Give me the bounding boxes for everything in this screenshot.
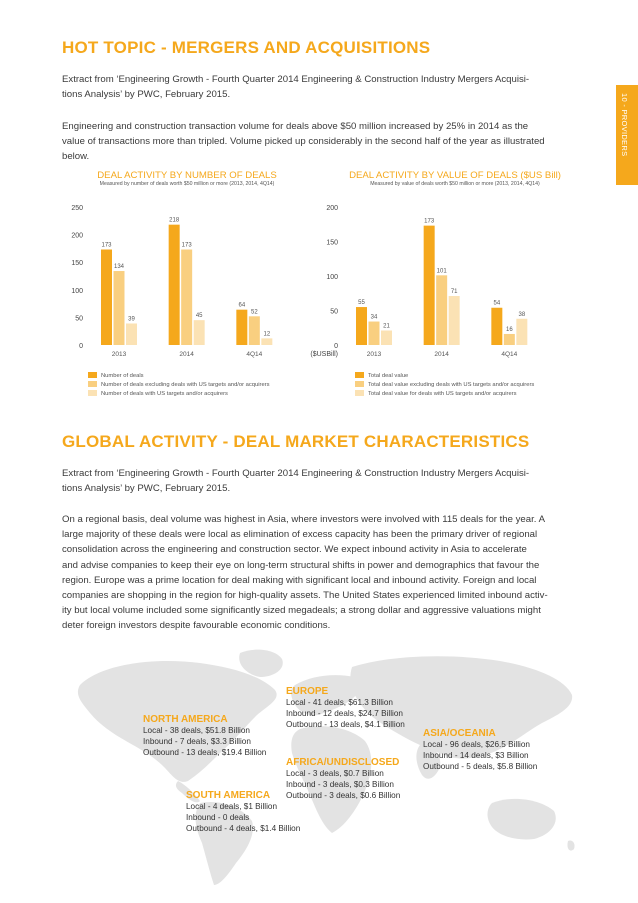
x-tick-label: 2013 [366, 351, 382, 358]
legend-item [355, 381, 534, 390]
bar-value-label: 34 [370, 314, 378, 321]
region-asia-oceania [423, 728, 537, 772]
region-line: Inbound - 7 deals, $3.3 Billion [143, 737, 251, 746]
bar-4Q14-series-1 [236, 310, 247, 345]
chart2-subtitle: Measured by value of deals worth $50 million or more (2013, 2014, 4Q14) [370, 181, 540, 187]
bar-4Q14-series-1 [491, 308, 502, 345]
x-tick-label: 2014 [179, 351, 194, 358]
y-tick-label: 200 [71, 232, 83, 240]
bar-2014-series-3 [194, 320, 205, 345]
region-europe [286, 686, 405, 730]
legend-item [88, 390, 270, 399]
region-line: Inbound - 0 deals [186, 813, 250, 822]
region-line: Local - 3 deals, $0.7 Billion [286, 769, 384, 778]
region-name: AFRICA/UNDISCLOSED [286, 757, 400, 768]
side-tab-label: 10 - PROVIDERS [620, 93, 629, 157]
y-tick-label: 50 [75, 315, 83, 323]
australia-landmass [488, 799, 556, 840]
bar-value-label: 21 [383, 323, 390, 330]
bar-value-label: 134 [113, 264, 125, 271]
y-tick-label: 200 [326, 205, 338, 212]
region-africa-undisclosed [286, 757, 400, 801]
bar-2014-series-2 [436, 275, 447, 345]
chart1-title: DEAL ACTIVITY BY NUMBER OF DEALS [97, 170, 277, 181]
region-line: Local - 96 deals, $26.5 Billion [423, 740, 530, 749]
bar-4Q14-series-2 [504, 334, 515, 345]
text-line: tions Analysis’ by PWC, February 2015. [62, 483, 231, 495]
bar-2014-series-1 [169, 225, 180, 345]
bar-value-label: 173 [181, 242, 192, 249]
bar-value-label: 218 [169, 217, 180, 224]
bar-value-label: 38 [518, 311, 526, 318]
section-side-tab [616, 85, 638, 185]
y-tick-label: 100 [71, 287, 83, 295]
region-name: EUROPE [286, 686, 329, 697]
legend-label: Total deal value [368, 373, 409, 379]
text-line: Extract from ‘Engineering Growth - Fourth Quarter 2014 Engineering & Construction Industry Mergers Acquisi- [62, 468, 530, 479]
text-line: value of transactions more than tripled. Volume picked up considerably in the second half of the year as illustrated [62, 136, 545, 148]
section1-title: HOT TOPIC - MERGERS AND ACQUISITIONS [62, 38, 431, 57]
region-line: Outbound - 13 deals, $4.1 Billion [286, 720, 405, 729]
legend-label: Total deal value for deals with US targets and/or acquirers [368, 391, 517, 397]
bar-2013-series-3 [126, 323, 137, 345]
legend-swatch [88, 372, 97, 378]
legend-swatch [355, 372, 364, 378]
greenland-landmass [239, 650, 283, 677]
text-line: below. [62, 151, 90, 163]
bar-2014-series-2 [181, 250, 192, 345]
y-axis-label: ($USBill) [310, 351, 338, 358]
legend-swatch [355, 381, 364, 387]
y-tick-label: 250 [71, 205, 83, 212]
section2-body [62, 512, 582, 634]
region-line: Local - 41 deals, $61.3 Billion [286, 698, 393, 707]
bar-4Q14-series-3 [261, 338, 272, 345]
y-tick-label: 0 [79, 343, 83, 350]
y-tick-label: 0 [334, 343, 338, 350]
text-line: Extract from ‘Engineering Growth - Fourth Quarter 2014 Engineering & Construction Industry Mergers Acquisi- [62, 74, 530, 85]
bar-2013-series-3 [381, 331, 392, 345]
y-tick-label: 50 [330, 308, 338, 316]
bar-2014-series-3 [449, 296, 460, 345]
bar-value-label: 64 [238, 302, 246, 309]
bar-value-label: 45 [195, 313, 203, 320]
bar-4Q14-series-3 [516, 319, 527, 345]
region-line: Outbound - 13 deals, $19.4 Billion [143, 748, 267, 757]
bar-2014-series-1 [424, 226, 435, 345]
text-line: companies are shopping in the region for high-quality assets. The United States experienced limited inbound activ- [62, 590, 548, 602]
text-line: On a regional basis, deal volume was highest in Asia, where investors were involved with 115 deals for the year. A [62, 514, 545, 525]
region-line: Local - 38 deals, $51.8 Billion [143, 726, 250, 735]
chart1-subtitle: Measured by number of deals worth $50 million or more (2013, 2014, 4Q14) [99, 181, 275, 187]
chart1-legend [88, 372, 270, 399]
chart2-title: DEAL ACTIVITY BY VALUE OF DEALS ($US Bill) [349, 170, 561, 181]
bar-value-label: 54 [493, 300, 501, 307]
bar-value-label: 101 [436, 268, 447, 275]
region-line: Outbound - 4 deals, $1.4 Billion [186, 824, 301, 833]
section2-intro [62, 466, 582, 496]
region-line: Inbound - 14 deals, $3 Billion [423, 751, 529, 760]
region-north-america [143, 714, 266, 758]
legend-swatch [355, 390, 364, 396]
section2-title: GLOBAL ACTIVITY - DEAL MARKET CHARACTERISTICS [62, 432, 530, 451]
text-line: consolidation across the engineering and construction sector. We expect inbound activity in Asia to accelerate [62, 544, 527, 556]
y-tick-label: 150 [326, 239, 338, 247]
legend-swatch [88, 390, 97, 396]
bar-4Q14-series-2 [249, 316, 260, 345]
legend-label: Number of deals with US targets and/or acquirers [101, 391, 228, 397]
region-name: NORTH AMERICA [143, 714, 228, 725]
text-line: deter foreign investors despite favourable economic conditions. [62, 620, 331, 632]
legend-label: Number of deals [101, 373, 144, 379]
section1-body [62, 119, 582, 165]
chart1-header [62, 170, 312, 187]
bar-value-label: 173 [424, 218, 435, 225]
chart2-header [330, 170, 580, 187]
bar-value-label: 16 [505, 326, 513, 333]
deals-value-chart [310, 195, 570, 360]
y-tick-label: 150 [71, 260, 83, 268]
legend-swatch [88, 381, 97, 387]
x-tick-label: 4Q14 [246, 351, 263, 358]
region-name: ASIA/OCEANIA [423, 728, 496, 739]
text-line: large majority of these deals were local as elimination of excess capacity has been the primary driver of regional [62, 529, 538, 541]
x-tick-label: 2013 [111, 351, 127, 358]
region-line: Inbound - 12 deals, $24.7 Billion [286, 709, 403, 718]
text-line: and advise companies to keep their eye on long-term structural shifts in power and demographics that favour the [62, 559, 540, 571]
new-zealand-landmass [567, 840, 574, 850]
y-tick-label: 100 [326, 274, 338, 281]
x-tick-label: 2014 [434, 351, 449, 358]
text-line: Engineering and construction transaction volume for deals above $50 million increased by 25% in 2014 as the [62, 121, 529, 132]
section1-intro [62, 72, 582, 102]
text-line: region. Europe was a prime location for deal making with significant local and inbound activity. Foreign and local [62, 574, 537, 586]
region-south-america [186, 790, 300, 834]
region-line: Inbound - 3 deals, $0.3 Billion [286, 780, 394, 789]
bar-value-label: 39 [128, 316, 135, 323]
bar-2013-series-1 [356, 307, 367, 345]
bar-value-label: 12 [263, 331, 271, 338]
bar-2013-series-2 [369, 322, 380, 345]
bar-value-label: 71 [450, 289, 458, 296]
region-line: Outbound - 3 deals, $0.6 Billion [286, 791, 401, 800]
region-name: SOUTH AMERICA [186, 790, 271, 801]
bar-value-label: 55 [358, 300, 365, 307]
legend-item [88, 381, 270, 390]
chart2-legend [355, 372, 534, 399]
legend-label: Number of deals excluding deals with US targets and/or acquirers [101, 382, 270, 388]
bar-2013-series-2 [114, 271, 125, 345]
deals-count-chart [55, 195, 315, 360]
legend-item [355, 390, 534, 399]
region-line: Local - 4 deals, $1 Billion [186, 802, 278, 811]
legend-label: Total deal value excluding deals with US targets and/or acquirers [368, 382, 535, 388]
x-tick-label: 4Q14 [501, 351, 518, 358]
region-line: Outbound - 5 deals, $5.8 Billion [423, 762, 538, 771]
text-line: ity but local volume included some significantly sized megadeals; a strong dollar and aggressive valuations might [62, 605, 541, 617]
bar-value-label: 52 [250, 309, 258, 316]
legend-item [88, 372, 270, 381]
bar-value-label: 173 [101, 242, 112, 249]
legend-item [355, 372, 534, 381]
text-line: tions Analysis’ by PWC, February 2015. [62, 89, 231, 101]
bar-2013-series-1 [101, 250, 112, 345]
